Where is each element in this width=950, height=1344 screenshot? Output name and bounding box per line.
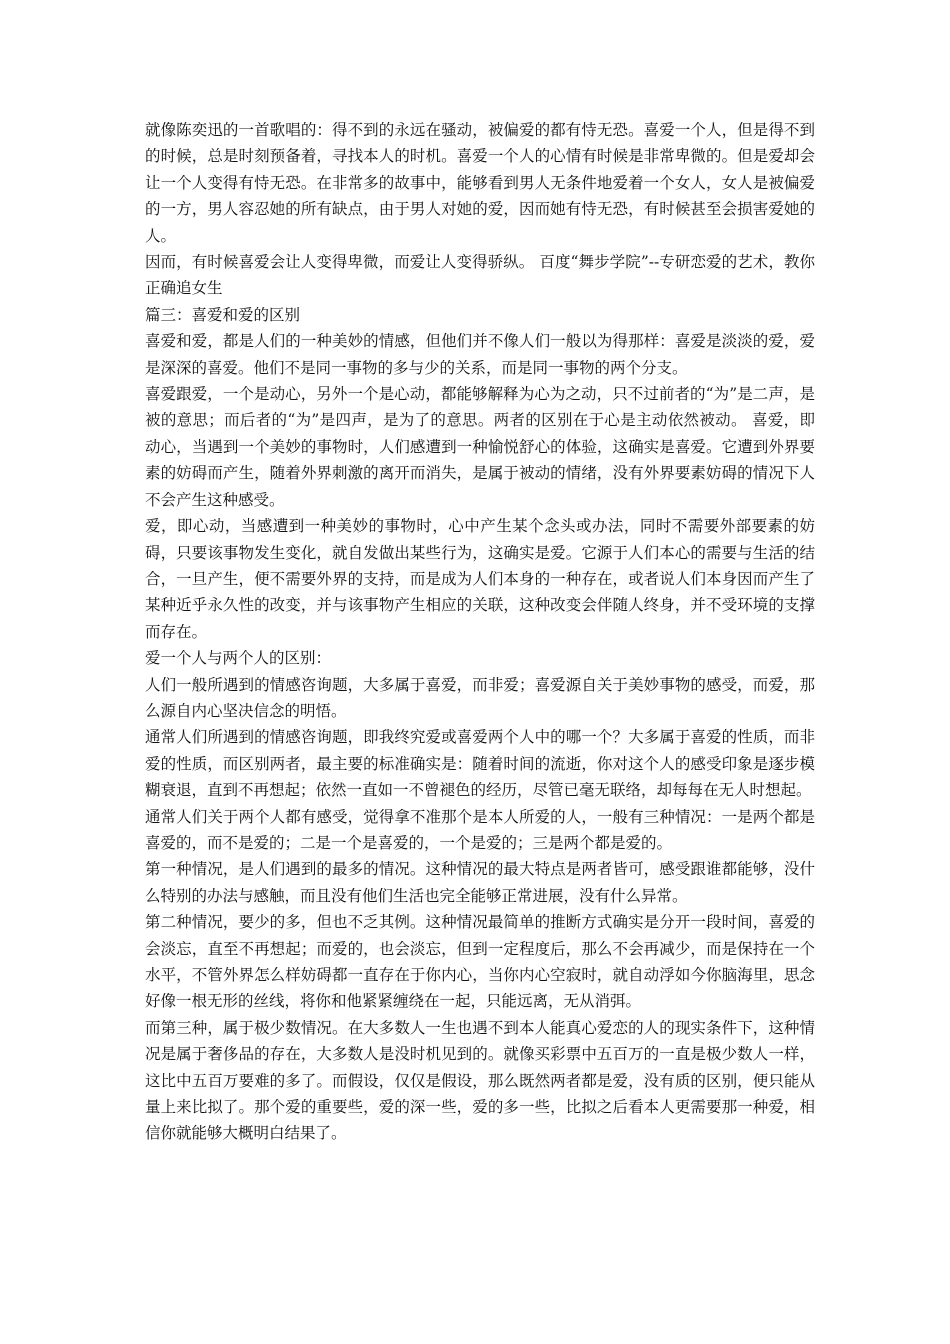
paragraph-like-vs-love-intro: 喜爱和爱，都是人们的一种美妙的情感，但他们并不像人们一般以为得那样：喜爱是淡淡的爱，爱是深深的喜爱。他们不是同一事物的多与少的关系，而是同一事物的两个分支。 [145,332,815,377]
subheading-one-vs-two: 爱一个人与两个人的区别： [145,649,332,668]
paragraph-conclusion-ad: 因而，有时候喜爱会让人变得卑微，而爱让人变得骄纵。 百度“舞步学院”--专研恋爱的艺术，教你正确追女生 [145,253,815,298]
document-body [145,117,815,1147]
paragraph-third-situation: 而第三种，属于极少数情况。在大多数人一生也遇不到本人能真心爱恋的人的现实条件下，这种情况是属于奢侈品的存在，大多数人是没时机见到的。就像买彩票中五百万的一直是极少数人一样，这比中五百万要难的多了。而假设，仅仅是假设，那么既然两者都是爱，没有质的区别，便只能从量上来比拟了。那个爱的重要些，爱的深一些，爱的多一些，比拟之后看本人更需要那一种爱，相信你就能够大概明白结果了。 [145,1018,815,1143]
paragraph-emotional-questions: 人们一般所遇到的情感咨询题，大多属于喜爱，而非爱；喜爱源自关于美妙事物的感受，而爱，那么源自内心坚决信念的明悟。 [145,675,815,720]
paragraph-love-definition: 爱，即心动，当感遭到一种美妙的事物时，心中产生某个念头或办法，同时不需要外部要素的妨碍，只要该事物发生变化，就自发做出某些行为，这确实是爱。它源于人们本心的需要与生活的结合，一旦产生，便不需要外界的支持，而是成为人们本身的一种存在，或者说人们本身因而产生了某种近乎永久性的改变，并与该事物产生相应的关联，这种改变会伴随人终身，并不受环境的支撑而存在。 [145,517,815,641]
paragraph-like-definition: 喜爱跟爱，一个是动心，另外一个是心动，都能够解释为心为之动，只不过前者的“为”是二声，是被的意思；而后者的“为”是四声，是为了的意思。两者的区别在于心是主动依然被动。 喜爱，即动心，当遇到一个美妙的事物时，人们感遭到一种愉悦舒心的体验，这确实是喜爱。它遭到外界要素的妨碍而产生，随着外界刺激的离开而消失，是属于被动的情绪，没有外界要素妨碍的情况下人不会产生这种感受。 [145,385,815,509]
section-heading-part-three: 篇三：喜爱和爱的区别 [145,305,301,324]
paragraph-second-situation: 第二种情况，要少的多，但也不乏其例。这种情况最简单的推断方式确实是分开一段时间，喜爱的会淡忘，直至不再想起；而爱的，也会淡忘，但到一定程度后，那么不会再减少，而是保持在一个水平，不管外界怎么样妨碍都一直存在于你内心，当你内心空寂时，就自动浮如今你脑海里，思念好像一根无形的丝线，将你和他紧紧缠绕在一起，只能远离，无从消弭。 [145,913,815,1011]
paragraph-chen-yixun-song: 就像陈奕迅的一首歌唱的：得不到的永远在骚动，被偏爱的都有恃无恐。喜爱一个人，但是得不到的时候，总是时刻预备着，寻找本人的时机。喜爱一个人的心情有时候是非常卑微的。但是爱却会让一个人变得有恃无恐。在非常多的故事中，能够看到男人无条件地爱着一个女人，女人是被偏爱的一方，男人容忍她的所有缺点，由于男人对她的爱，因而她有恃无恐，有时候甚至会损害爱她的人。 [145,121,815,245]
paragraph-first-situation: 第一种情况，是人们遇到的最多的情况。这种情况的最大特点是两者皆可，感受跟谁都能够，没什么特别的办法与感触，而且没有他们生活也完全能够正常进展，没有什么异常。 [145,860,815,905]
paragraph-distinguish-standard: 通常人们所遇到的情感咨询题，即我终究爱或喜爱两个人中的哪一个？大多属于喜爱的性质，而非爱的性质，而区别两者，最主要的标准确实是：随着时间的流逝，你对这个人的感受印象是逐步模糊衰退，直到不再想起；依然一直如一不曾褪色的经历，尽管已毫无联络，却每每在无人时想起。 [145,728,815,800]
paragraph-three-situations: 通常人们关于两个人都有感受，觉得拿不准那个是本人所爱的人，一般有三种情况：一是两个都是喜爱的，而不是爱的；二是一个是喜爱的，一个是爱的；三是两个都是爱的。 [145,807,815,852]
